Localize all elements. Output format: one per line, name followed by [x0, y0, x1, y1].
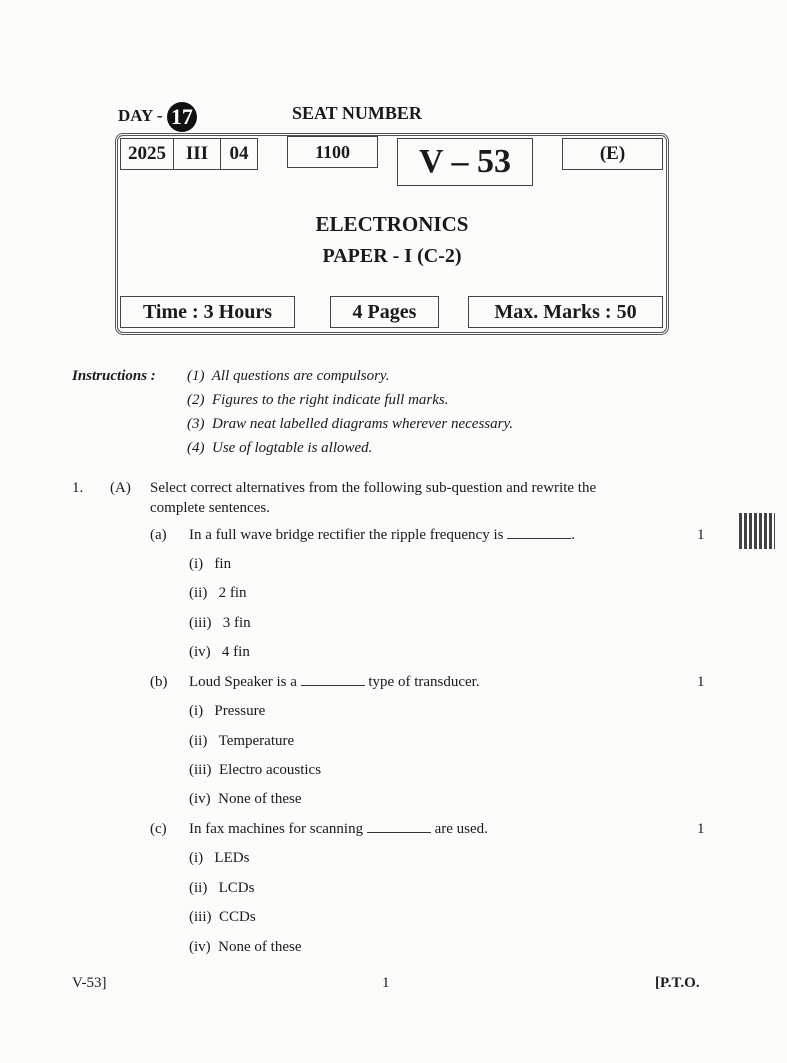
pto-label: [P.T.O.	[655, 975, 700, 991]
time-cell: Time : 3 Hours	[120, 296, 295, 328]
instruction-text: Draw neat labelled diagrams wherever necessary.	[212, 416, 514, 432]
subquestion-label: (c)	[150, 821, 167, 837]
option: (i) fin	[189, 556, 232, 572]
instruction-text: All questions are compulsory.	[211, 368, 390, 384]
option: (iv) None of these	[189, 791, 302, 807]
instruction-text: Figures to the right indicate full marks.	[212, 392, 449, 408]
medium-cell: (E)	[562, 138, 663, 170]
marks: 1	[697, 527, 705, 543]
code2-cell: 1100	[287, 136, 378, 168]
day-number-badge: 17	[167, 102, 197, 132]
subquestion-text: In fax machines for scanning are used.	[189, 821, 488, 837]
marks: 1	[697, 674, 705, 690]
day-label: DAY - 17	[118, 102, 197, 132]
marks: 1	[697, 821, 705, 837]
option: (iii) 3 fin	[189, 615, 251, 631]
option: (iii) CCDs	[189, 909, 256, 925]
subquestion-label: (b)	[150, 674, 168, 690]
max-marks-cell: Max. Marks : 50	[468, 296, 663, 328]
option: (iv) 4 fin	[189, 644, 250, 660]
option: (ii) LCDs	[189, 880, 255, 896]
question-number: 1.	[72, 480, 84, 496]
subquestion-label: (a)	[150, 527, 167, 543]
page-number: 1	[382, 975, 390, 991]
question-text: Select correct alternatives from the following sub-question and rewrite the	[150, 480, 597, 496]
question-text-cont: complete sentences.	[150, 500, 270, 516]
seat-number-label: SEAT NUMBER	[292, 103, 422, 123]
subject-title: ELECTRONICS	[315, 212, 469, 236]
option: (iv) None of these	[189, 939, 302, 955]
footer-code: V-53]	[72, 975, 107, 991]
subquestion-text: Loud Speaker is a type of transducer.	[189, 674, 480, 690]
instruction-text: Use of logtable is allowed.	[212, 440, 373, 456]
option: (i) LEDs	[189, 850, 250, 866]
option: (iii) Electro acoustics	[189, 762, 322, 778]
subquestion-text: In a full wave bridge rectifier the ripple frequency is .	[189, 527, 575, 543]
qr-code	[739, 513, 775, 549]
question-part: (A)	[110, 480, 131, 496]
instructions-label: Instructions :	[72, 368, 156, 384]
code1-cell: 04	[220, 138, 258, 170]
option: (ii) Temperature	[189, 733, 295, 749]
option: (ii) 2 fin	[189, 585, 247, 601]
option: (i) Pressure	[189, 703, 266, 719]
pages-cell: 4 Pages	[330, 296, 439, 328]
paper-title: PAPER - I (C-2)	[322, 245, 462, 267]
paper-code-cell: V – 53	[397, 138, 533, 186]
year-cell: 2025	[120, 138, 174, 170]
term-cell: III	[173, 138, 221, 170]
